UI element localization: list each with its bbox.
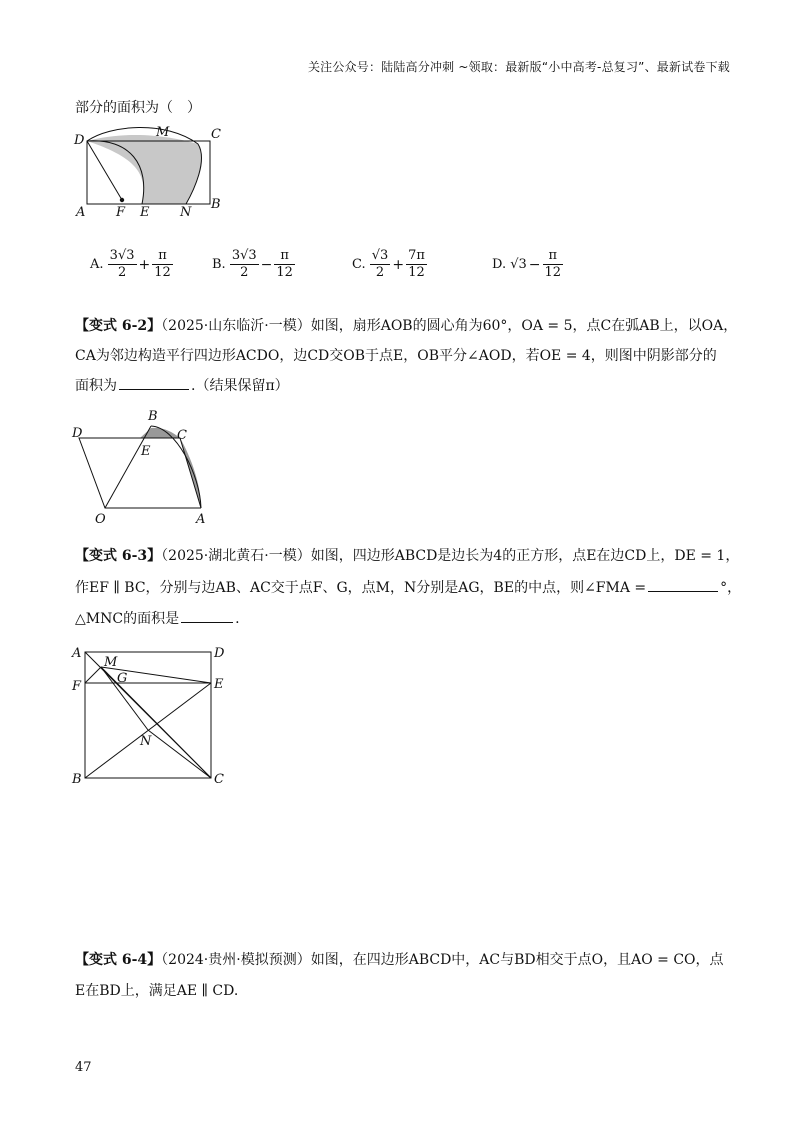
page-number: 47	[75, 1060, 92, 1075]
figure-sector-parallelogram	[68, 405, 218, 530]
shaded-top	[140, 428, 180, 438]
label-c: C	[211, 127, 221, 142]
label-g63: G	[117, 671, 128, 686]
answer-blank-6-3a[interactable]	[648, 578, 718, 592]
variant-6-2-line1: 【变式 6-2】（2025·山东临沂·一模）如图，扇形AOB的圆心角为60°，OA = 5，点C在弧AB上，以OA，	[75, 318, 738, 334]
label-a: A	[76, 205, 86, 220]
option-c[interactable]: C. $\frac{√3}{2}$ + $\frac{7\pi}{12}$	[352, 248, 425, 280]
question-stem-tail: 部分的面积为（ ）	[75, 100, 201, 116]
label-c63: C	[214, 772, 224, 785]
label-e: E	[140, 205, 150, 220]
label-m63: M	[104, 655, 118, 670]
label-n: N	[180, 205, 192, 220]
label-a63: A	[72, 646, 82, 661]
variant-6-2-line2: CA为邻边构造平行四边形ACDO，边CD交OB于点E，OB平分∠AOD，若OE = 4，则图中阴影部分的	[75, 348, 717, 364]
point-f	[120, 198, 124, 202]
variant-6-4-line2: E在BD上，满足AE ∥ CD.	[75, 983, 239, 999]
label-d: D	[74, 133, 85, 148]
label-d63: D	[214, 646, 225, 661]
parallelogram-acdo	[79, 438, 201, 508]
answer-blank-6-3b[interactable]	[181, 609, 233, 623]
label-f: F	[116, 205, 126, 220]
variant-6-3-line3: △MNC的面积是 .	[75, 611, 240, 627]
label-f63: F	[72, 679, 82, 694]
variant-6-3-line2: 作EF ∥ BC，分别与边AB、AC交于点F、G，点M，N分别是AG，BE的中点，则∠FMA = °，	[75, 580, 742, 596]
segment-nc	[148, 730, 211, 778]
label-a62: A	[196, 512, 206, 527]
label-e62: E	[141, 444, 151, 459]
label-b62: B	[148, 409, 158, 424]
option-a[interactable]: A. $\frac{3√3}{2}$ + $\frac{\pi}{12}$	[90, 248, 171, 280]
label-m: M	[156, 125, 170, 140]
variant-6-3-line1: 【变式 6-3】（2025·湖北黄石·一模）如图，四边形ABCD是边长为4的正方形，点E在边CD上，DE = 1，	[75, 548, 740, 564]
label-b: B	[211, 197, 221, 212]
figure-square	[68, 640, 238, 785]
label-o62: O	[95, 512, 106, 527]
variant-6-2-line3: 面积为 .（结果保留π）	[75, 378, 289, 394]
figure-rectangle-arcs	[70, 120, 230, 220]
label-d62: D	[72, 426, 83, 441]
option-d[interactable]: D. √3 − $\frac{\pi}{12}$	[492, 248, 562, 280]
label-b63: B	[72, 772, 82, 785]
segment-fm	[85, 667, 101, 683]
label-c62: C	[177, 428, 187, 443]
label-e63: E	[214, 677, 224, 692]
page-header: 关注公众号：陆陆高分冲刺 ~领取：最新版“小中高考-总复习”、最新试卷下载	[307, 60, 730, 74]
answer-blank-6-2[interactable]	[119, 376, 189, 390]
option-b[interactable]: B. $\frac{3√3}{2}$ − $\frac{\pi}{12}$	[212, 248, 293, 280]
variant-6-4-line1: 【变式 6-4】（2024·贵州·模拟预测）如图，在四边形ABCD中，AC与BD相交于点O，且AO = CO，点	[75, 952, 724, 968]
label-n63: N	[140, 734, 152, 749]
